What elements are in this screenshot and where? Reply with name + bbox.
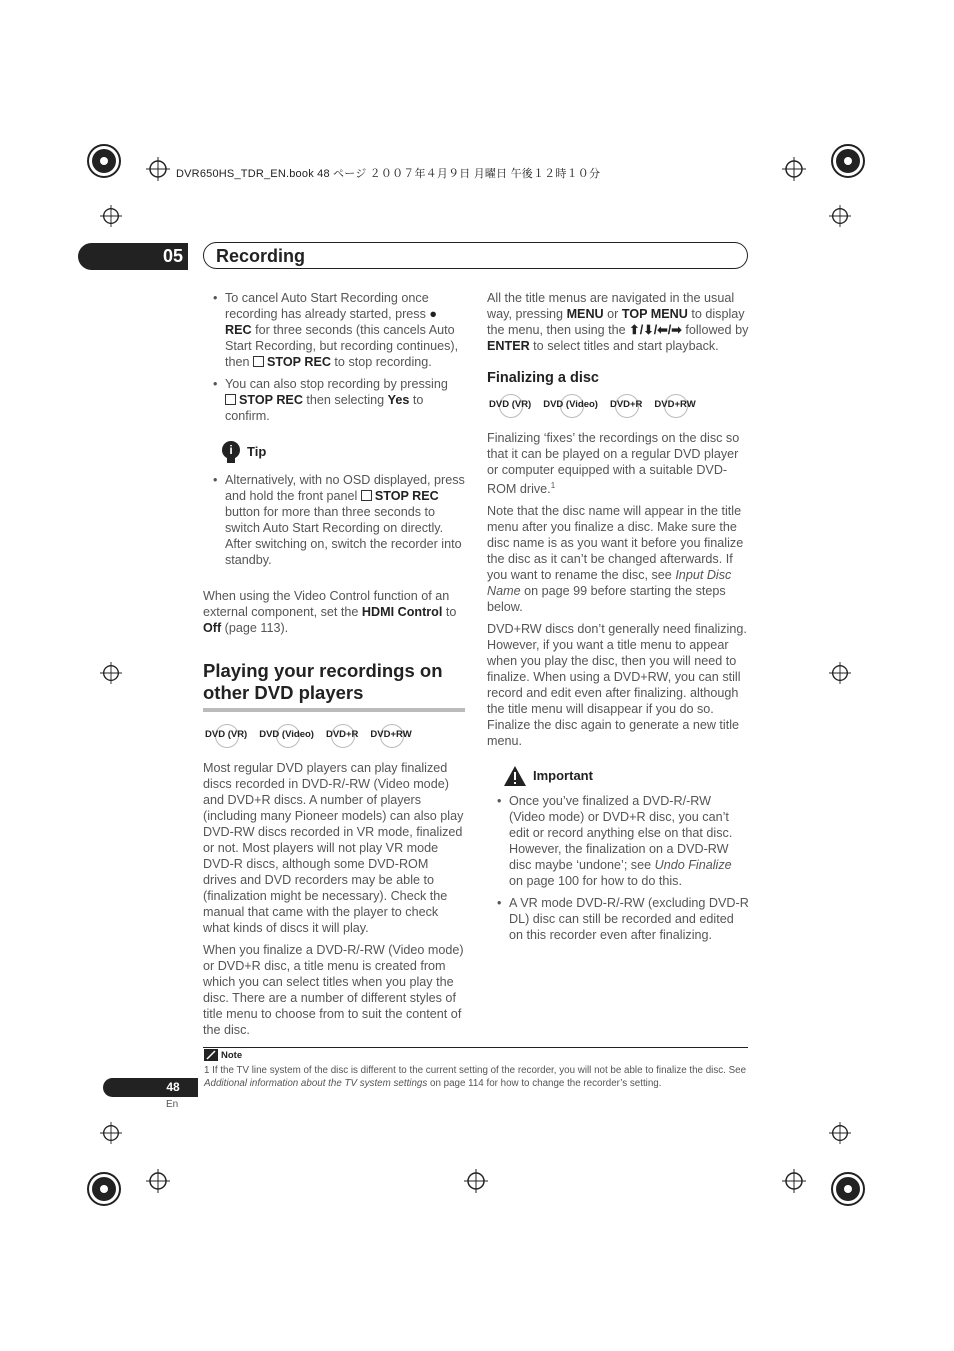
body-paragraph: When you finalize a DVD-R/-RW (Video mode) or DVD+R disc, a title menu is created from which you can select titles when you play the disc. There are a number of different styles of title menu to choose from to suit the content of the disc. bbox=[203, 943, 464, 1037]
page-number: 48 bbox=[166, 1080, 180, 1094]
tip-heading bbox=[217, 438, 465, 466]
dvd-vr-icon: DVD (VR) bbox=[487, 394, 533, 416]
disc-type-icons bbox=[203, 724, 465, 746]
hdmi-paragraph: When using the Video Control function of an external component, set the HDMI Control to Off (page 113). bbox=[203, 589, 457, 635]
list-item: • Once you’ve finalized a DVD-R/-RW (Video mode) or DVD+R disc, you can’t edit or record anything else on that disc. However, the finalization on a DVD-RW disc maybe ‘undone’; see Undo Finalize on page 100 for how to do this. bbox=[497, 794, 733, 889]
dvd-plus-rw-icon: DVD+RW bbox=[652, 394, 697, 416]
crosshair-icon bbox=[146, 157, 170, 181]
menu-navigation-paragraph: All the title menus are navigated in the usual way, pressing MENU or TOP MENU to display the menu, then using the ⬆/⬇/⬅/➡ followed by ENTER to select titles and start playback. bbox=[487, 291, 749, 353]
disc-type-icons bbox=[487, 394, 749, 416]
list-item: • A VR mode DVD-R/-RW (excluding DVD-R DL) disc can still be recorded and edited on this recorder even after finalizing. bbox=[497, 896, 749, 943]
crosshair-icon bbox=[829, 205, 851, 227]
body-paragraph: Most regular DVD players can play finalized discs recorded in DVD-R/-RW (Video mode) and DVD+R discs. A number of players (including many Pioneer models) can also play DVD-RW discs recorded in VR mode, finalized or not. Most players will not play VR mode DVD-R discs, although some DVD-ROM drives and DVD recorders may be able to (finalization might be necessary). Check the manual that came with the player to check what kinds of discs it will play. bbox=[203, 761, 464, 935]
stop-icon bbox=[225, 394, 236, 405]
registration-mark-icon bbox=[830, 1171, 866, 1207]
list-item: • Alternatively, with no OSD displayed, press and hold the front panel STOP REC button for more than three seconds to switch Auto Start Recording on directly. After switching on, switch the recorder into standby. bbox=[213, 473, 465, 567]
crosshair-icon bbox=[829, 662, 851, 684]
subsection-title: Finalizing a disc bbox=[487, 370, 599, 386]
chapter-number: 05 bbox=[162, 246, 184, 266]
record-icon: ● bbox=[429, 307, 438, 321]
crosshair-icon bbox=[146, 1169, 170, 1193]
registration-mark-icon bbox=[830, 143, 866, 179]
crosshair-icon bbox=[100, 205, 122, 227]
footnote: 1 If the TV line system of the disc is different to the current setting of the recorder, you will not be able to finalize the disc. See Additional information about the TV system settings on page 114 for how to change the recorder’s setting. bbox=[204, 1065, 747, 1089]
list-item: • You can also stop recording by pressing STOP REC then selecting Yes to confirm. bbox=[213, 377, 448, 423]
dvd-video-icon: DVD (Video) bbox=[541, 394, 600, 416]
crosshair-icon bbox=[829, 1122, 851, 1144]
crosshair-icon bbox=[782, 157, 806, 181]
right-column bbox=[487, 290, 749, 949]
important-heading bbox=[503, 765, 749, 787]
section-title: Playing your recordings on other DVD players bbox=[203, 660, 465, 712]
body-paragraph: Note that the disc name will appear in the title menu after you finalize a disc. Make sure the disc name is as you want it before you finalize the disc as it can’t be changed afterwards. If you want to rename the disc, see Input Disc Name on page 99 before starting the steps below. bbox=[487, 504, 744, 615]
stop-icon bbox=[361, 490, 372, 501]
arrow-keys-icon: ⬆/⬇/⬅/➡ bbox=[629, 323, 682, 337]
crosshair-icon bbox=[782, 1169, 806, 1193]
body-paragraph: Finalizing ‘fixes’ the recordings on the disc so that it can be played on a regular DVD player or computer equipped with a suitable DVD-ROM drive.$^1$ bbox=[487, 431, 740, 497]
crosshair-icon bbox=[100, 1122, 122, 1144]
note-heading: Note bbox=[204, 1049, 242, 1061]
note-divider bbox=[203, 1047, 748, 1048]
tip-bulb-icon bbox=[217, 438, 245, 466]
dvd-vr-icon: DVD (VR) bbox=[203, 724, 249, 746]
footnote-ref: 1 bbox=[550, 481, 556, 490]
page-language: En bbox=[166, 1099, 179, 1110]
dvd-plus-rw-icon: DVD+RW bbox=[368, 724, 413, 746]
tip-label: Tip bbox=[247, 444, 267, 459]
dvd-plus-r-icon: DVD+R bbox=[324, 724, 360, 746]
chapter-title: Recording bbox=[216, 246, 306, 266]
crosshair-icon bbox=[464, 1169, 488, 1193]
dvd-plus-r-icon: DVD+R bbox=[608, 394, 644, 416]
book-file-info: DVR650HS_TDR_EN.book 48 ページ ２００７年４月９日 月曜日 午後１２時１０分 bbox=[176, 168, 601, 180]
crosshair-icon bbox=[100, 662, 122, 684]
stop-icon bbox=[253, 356, 264, 367]
list-item: • To cancel Auto Start Recording once recording has already started, press ● REC for three seconds (this cancels Auto Start Recording, but recording continues), then STOP REC to stop recording. bbox=[213, 291, 459, 369]
registration-mark-icon bbox=[86, 1171, 122, 1207]
warning-icon bbox=[503, 765, 527, 787]
dvd-video-icon: DVD (Video) bbox=[257, 724, 316, 746]
body-paragraph: DVD+RW discs don’t generally need finalizing. However, if you want a title menu to appear when you play the disc, then you will need to finalize. When using a DVD+RW, you can still record and edit even after finalizing. although the title menu will disappear if you do so. Finalize the disc again to generate a new title menu. bbox=[487, 622, 747, 749]
left-column bbox=[203, 290, 465, 1044]
svg-text:i: i bbox=[229, 443, 233, 457]
registration-mark-icon bbox=[86, 143, 122, 179]
note-pencil-icon bbox=[204, 1049, 218, 1061]
important-label: Important bbox=[533, 768, 593, 784]
